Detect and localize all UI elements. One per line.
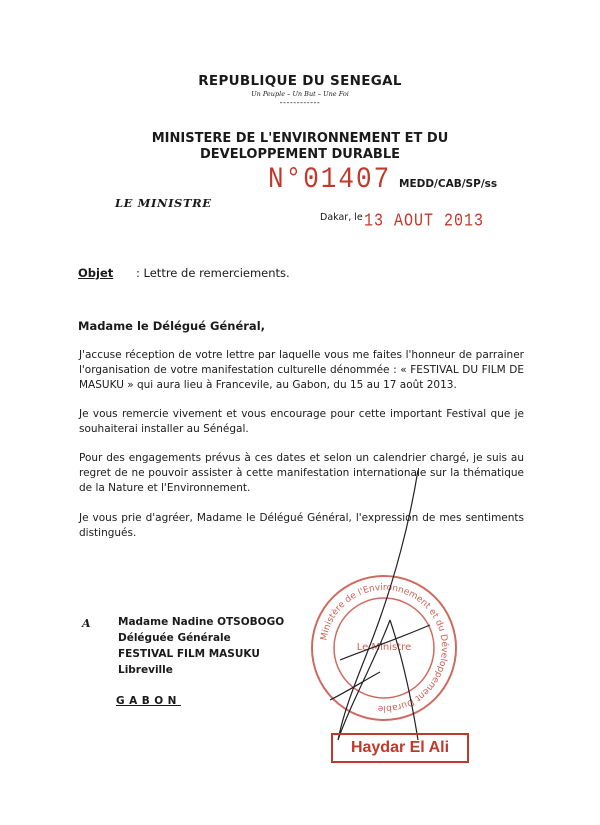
body-paragraph: Je vous remercie vivement et vous encourage pour cette important Festival que je souhaiterai installer au Sénégal. <box>79 408 524 435</box>
dateline-place: Dakar, le <box>320 212 363 223</box>
body-paragraph: Pour des engagements prévus à ces dates et selon un calendrier chargé, je suis au regret de ne pouvoir assister à cette manifestation internationale sur la thématique de la Nature et l'Environnement. <box>79 452 524 494</box>
object-label: Objet <box>78 266 114 280</box>
body-paragraph: J'accuse réception de votre lettre par laquelle vous me faites l'honneur de parrainer l'organisation de votre manifestation culturelle dénommée : « FESTIVAL DU FILM DE MASUKU » qui aura lieu à Francevile, au Gabon, du 15 au 17 août 2013. <box>79 349 524 391</box>
object-value: : Lettre de remerciements. <box>136 266 290 280</box>
sender-title: LE MINISTRE <box>115 196 212 210</box>
header-divider: ------------ <box>279 98 321 107</box>
signatory-name-stamp: Haydar El Ali <box>331 733 469 763</box>
reference-code: MEDD/CAB/SP/ss <box>399 178 498 190</box>
recipient-prefix: A <box>82 617 91 630</box>
salutation: Madame le Délégué Général, <box>78 319 266 333</box>
national-motto: Un Peuple – Un But – Une Foi <box>251 90 349 98</box>
recipient-line: Libreville <box>118 664 173 676</box>
stamp-ring-textpath: Ministère de l'Environnement et du Développement Durable <box>319 582 450 714</box>
recipient-country: GABON <box>116 695 181 707</box>
stamp-center-text: Le Ministre <box>356 642 412 653</box>
recipient-line: Madame Nadine OTSOBOGO <box>118 616 285 628</box>
ministry-title-line1: MINISTERE DE L'ENVIRONNEMENT ET DU <box>151 131 449 146</box>
republic-title: REPUBLIQUE DU SENEGAL <box>198 73 402 89</box>
date-stamp: 13 AOUT 2013 <box>364 211 485 232</box>
body-paragraph: Je vous prie d'agréer, Madame le Délégué Général, l'expression de mes sentiments distingués. <box>79 512 524 539</box>
recipient-line: FESTIVAL FILM MASUKU <box>118 648 260 660</box>
reference-number-stamp: N°01407 <box>268 161 392 197</box>
ministry-title-line2: DEVELOPPEMENT DURABLE <box>199 147 400 162</box>
recipient-line: Déléguée Générale <box>118 632 231 644</box>
